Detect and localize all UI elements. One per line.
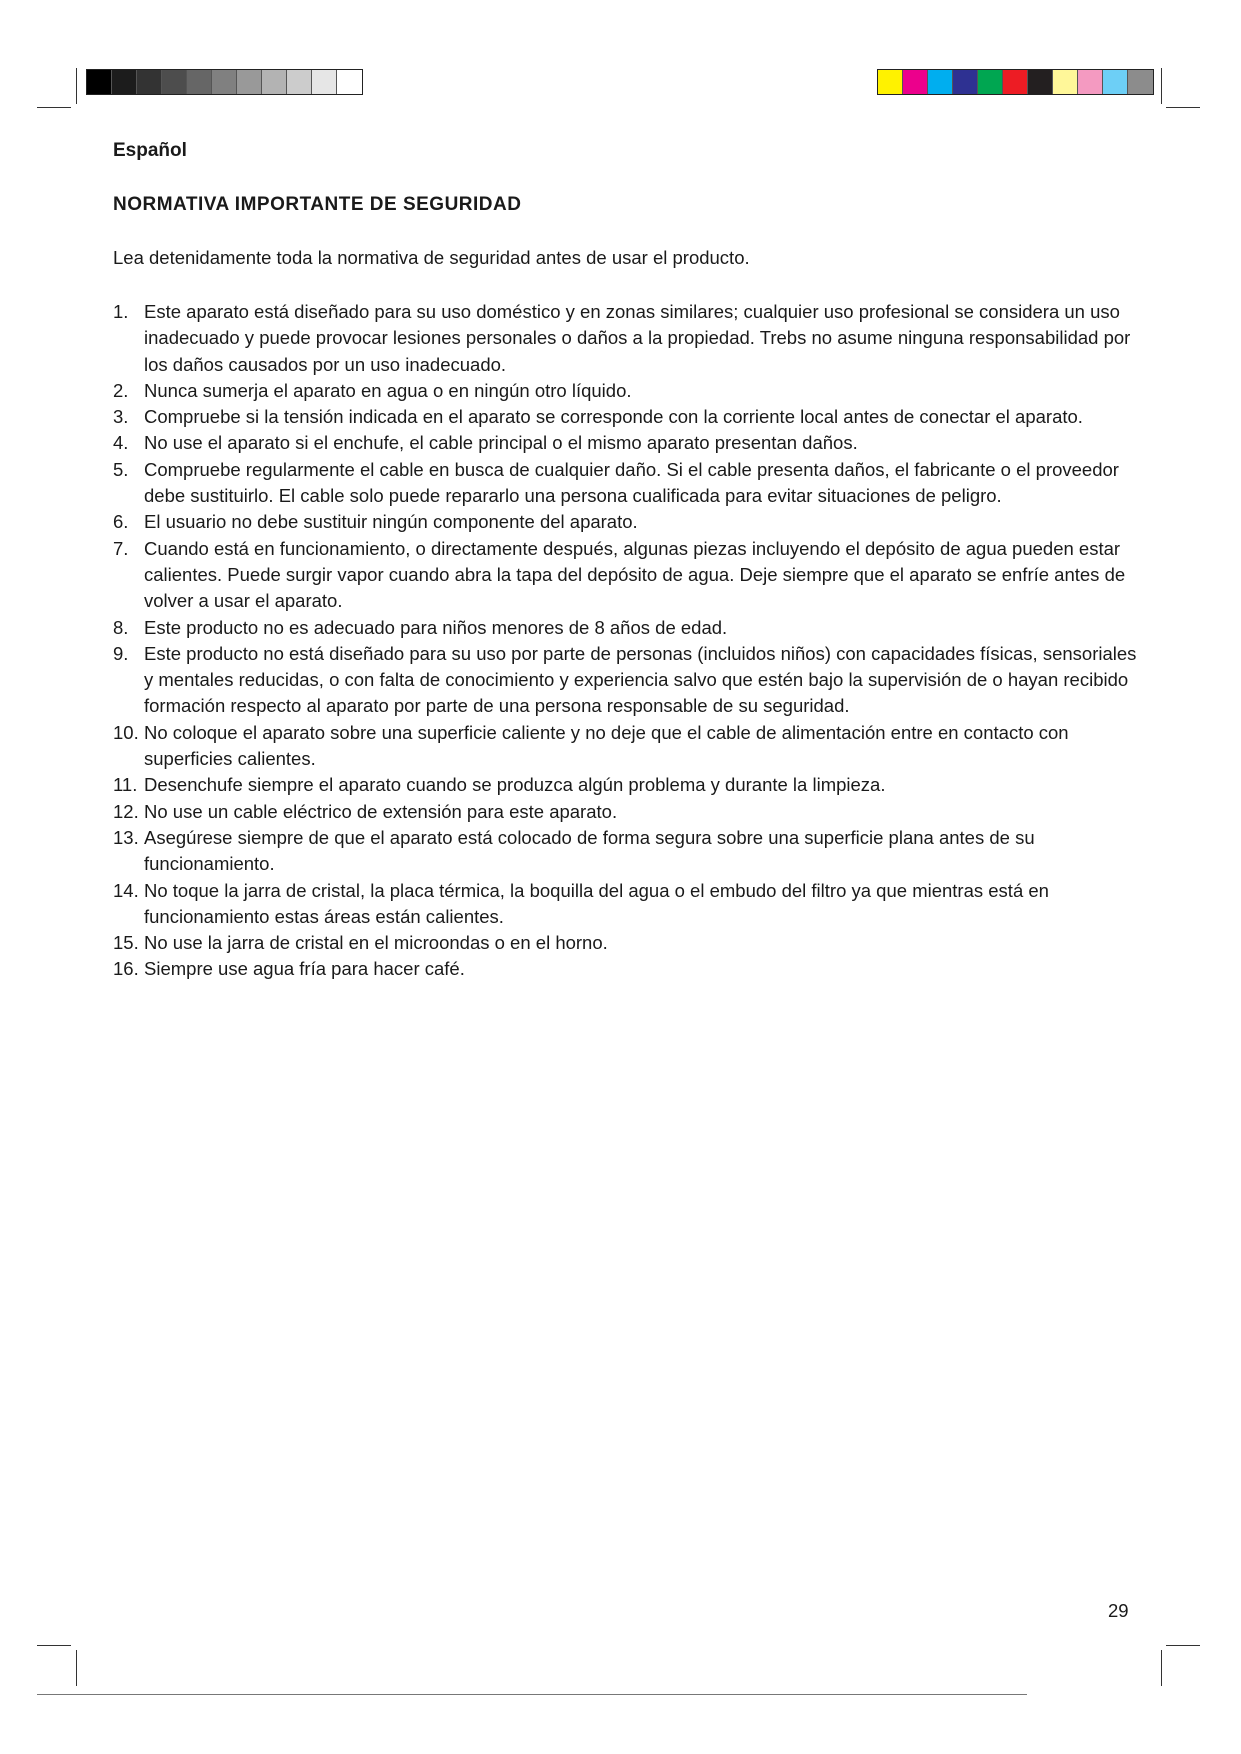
crop-mark [76, 1650, 77, 1686]
color-swatch [928, 70, 953, 94]
list-item-text: Asegúrese siempre de que el aparato está colocado de forma segura sobre una superficie plana antes de su funcionamiento. [144, 826, 1035, 875]
list-item-number: 2. [113, 379, 129, 401]
list-item-text: Este producto no es adecuado para niños menores de 8 años de edad. [144, 616, 728, 638]
list-item [113, 930, 1143, 956]
list-item-text: No toque la jarra de cristal, la placa térmica, la boquilla del agua o el embudo del filtro ya que mientras está en funcionamiento estas áreas están calientes. [144, 879, 1049, 927]
gray-swatch [237, 70, 262, 94]
list-item-number: 14. [113, 879, 139, 901]
list-item-text: El usuario no debe sustituir ningún componente del aparato. [144, 511, 638, 533]
list-item-number: 10. [113, 721, 139, 743]
list-item [113, 772, 1143, 798]
crop-mark [37, 107, 71, 108]
color-swatch [1028, 70, 1053, 94]
list-item [113, 720, 1143, 773]
gray-swatch [112, 70, 137, 94]
list-item-number: 9. [113, 642, 129, 664]
crop-mark [1166, 107, 1200, 108]
list-item [113, 378, 1143, 404]
list-item [113, 825, 1143, 878]
gray-swatch [287, 70, 312, 94]
color-swatch [1053, 70, 1078, 94]
list-item-number: 4. [113, 432, 129, 454]
safety-rules-list [113, 299, 1143, 983]
list-item-number: 16. [113, 958, 139, 980]
color-calibration-bar [877, 69, 1154, 95]
list-item-text: Compruebe si la tensión indicada en el aparato se corresponde con la corriente local antes de conectar el aparato. [144, 406, 1083, 428]
color-swatch [1128, 70, 1153, 94]
list-item-text: Nunca sumerja el aparato en agua o en ningún otro líquido. [144, 379, 632, 401]
language-heading: Español [113, 140, 187, 161]
list-item-number: 12. [113, 800, 139, 822]
gray-swatch [137, 70, 162, 94]
gray-swatch [262, 70, 287, 94]
list-item [113, 509, 1143, 535]
list-item-text: Desenchufe siempre el aparato cuando se produzca algún problema y durante la limpieza. [144, 774, 886, 796]
gray-swatch [87, 70, 112, 94]
color-swatch [878, 70, 903, 94]
list-item-number: 1. [113, 301, 129, 322]
list-item [113, 615, 1143, 641]
list-item [113, 457, 1143, 510]
color-swatch [1103, 70, 1128, 94]
list-item-number: 3. [113, 406, 129, 428]
list-item [113, 536, 1143, 615]
list-item [113, 641, 1143, 720]
crop-mark [1161, 1650, 1162, 1686]
gray-swatch [337, 70, 362, 94]
list-item [113, 878, 1143, 931]
list-item-number: 8. [113, 616, 129, 638]
list-item [113, 799, 1143, 825]
color-swatch [953, 70, 978, 94]
list-item [113, 404, 1143, 430]
intro-text: Lea detenidamente toda la normativa de seguridad antes de usar el producto. [113, 247, 750, 268]
crop-mark [76, 68, 77, 104]
gray-swatch [187, 70, 212, 94]
list-item [113, 956, 1143, 982]
list-item-text: No use el aparato si el enchufe, el cable principal o el mismo aparato presentan daños. [144, 432, 858, 454]
gray-swatch [162, 70, 187, 94]
list-item-text: Compruebe regularmente el cable en busca de cualquier daño. Si el cable presenta daños, el fabricante o el proveedor debe sustituirlo. El cable solo puede repararlo una persona cualificada para evitar situaciones de peligro. [144, 458, 1119, 507]
list-item-number: 5. [113, 458, 129, 480]
crop-mark [1161, 68, 1162, 104]
list-item-number: 6. [113, 511, 129, 533]
color-swatch [1078, 70, 1103, 94]
list-item-number: 7. [113, 537, 129, 559]
list-item-text: Siempre use agua fría para hacer café. [144, 958, 465, 980]
list-item-number: 11. [113, 774, 138, 796]
list-item-number: 15. [113, 932, 139, 954]
gray-swatch [212, 70, 237, 94]
color-swatch [1003, 70, 1028, 94]
list-item-text: Este producto no está diseñado para su uso por parte de personas (incluidos niños) con capacidades físicas, sensoriales y mentales reducidas, o con falta de conocimiento y experiencia salvo que estén bajo la supervisión de o hayan recibido formación respecto al aparato por parte de una persona responsable de su seguridad. [144, 642, 1137, 717]
list-item-number: 13. [113, 826, 139, 848]
list-item [113, 430, 1143, 456]
color-swatch [903, 70, 928, 94]
crop-mark [1166, 1645, 1200, 1646]
grayscale-calibration-bar [86, 69, 363, 95]
gray-swatch [312, 70, 337, 94]
list-item [113, 299, 1143, 378]
page-title: NORMATIVA IMPORTANTE DE SEGURIDAD [113, 194, 522, 215]
color-swatch [978, 70, 1003, 94]
page-number: 29 [1108, 1600, 1129, 1621]
list-item-text: No use la jarra de cristal en el microondas o en el horno. [144, 932, 608, 954]
bottom-trim-line [37, 1694, 1027, 1695]
list-item-text: No use un cable eléctrico de extensión para este aparato. [144, 800, 618, 822]
list-item-text: Cuando está en funcionamiento, o directamente después, algunas piezas incluyendo el depósito de agua pueden estar calientes. Puede surgir vapor cuando abra la tapa del depósito de agua. Deje siempre que el aparato se enfríe antes de volver a usar el aparato. [144, 537, 1126, 612]
crop-mark [37, 1645, 71, 1646]
list-item-text: No coloque el aparato sobre una superficie caliente y no deje que el cable de alimentación entre en contacto con superficies calientes. [144, 721, 1069, 770]
list-item-text: Este aparato está diseñado para su uso doméstico y en zonas similares; cualquier uso profesional se considera un uso inadecuado y puede provocar lesiones personales o daños a la propiedad. Trebs no asume ninguna responsabilidad por los daños causados por un uso inadecuado. [144, 301, 1131, 375]
